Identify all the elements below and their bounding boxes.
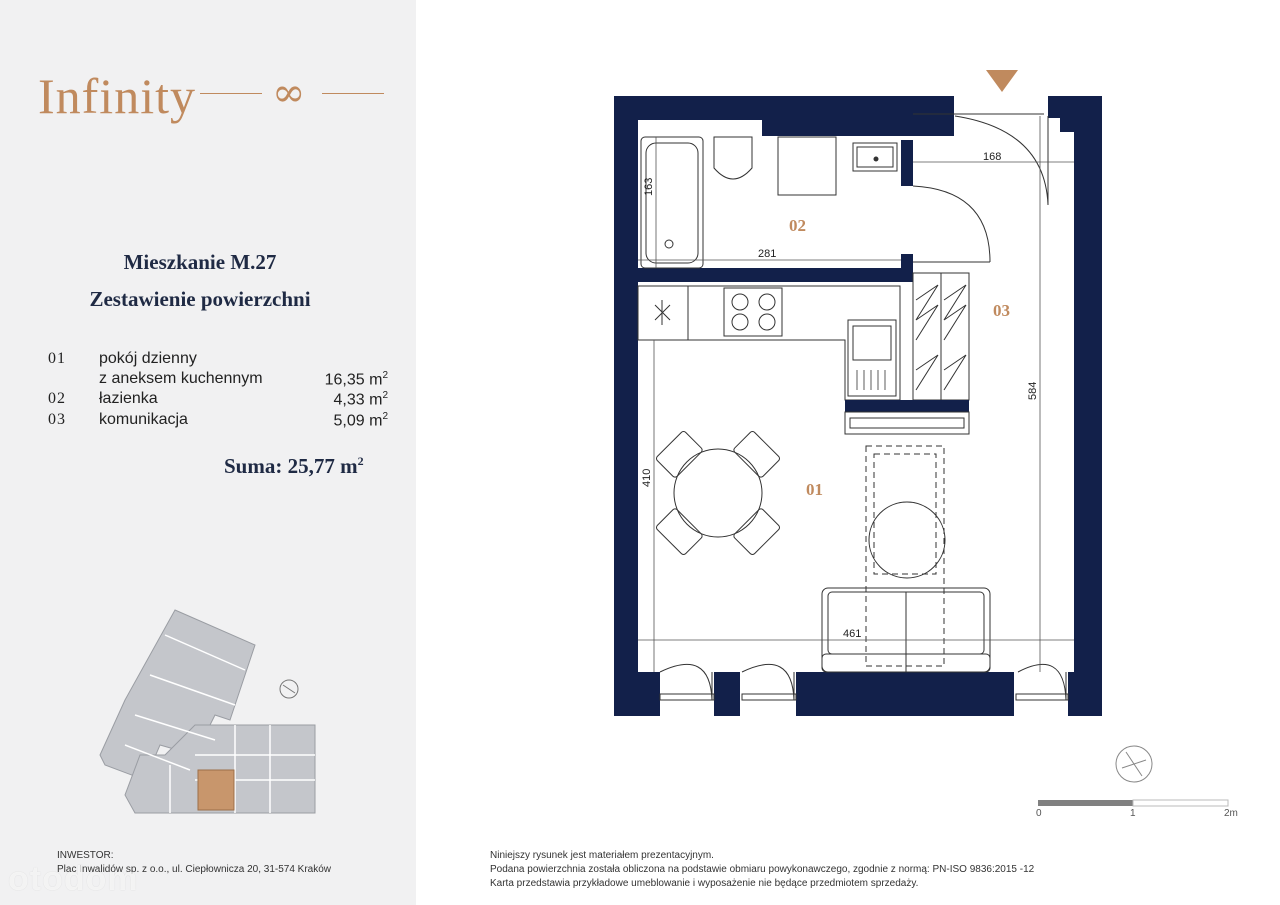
bathtub — [641, 137, 703, 268]
drain-icon — [665, 240, 673, 248]
disclaimer-line: Niniejszy rysunek jest materiałem prezentacyjnym. — [490, 850, 714, 861]
brand-logo: Infinity — [38, 68, 196, 124]
dimension-label: 163 — [643, 177, 655, 196]
kitchen-sink — [848, 320, 896, 396]
dining-table — [674, 449, 762, 537]
investor-address: Plac Inwalidów sp. z o.o., ul. Ciepłownicza 20, 31-574 Kraków — [57, 864, 332, 875]
investor-label: INWESTOR: — [57, 850, 114, 861]
room-name: pokój dzienny — [99, 350, 197, 367]
partition-wall — [845, 400, 969, 412]
room-number: 03 — [48, 411, 66, 428]
toilet — [714, 137, 752, 179]
infinity-icon: ∞ — [272, 70, 306, 116]
scale-tick: 0 — [1036, 808, 1042, 819]
apartment-subtitle: Zestawienie powierzchni — [89, 287, 311, 311]
compass-icon — [1116, 746, 1152, 782]
watermark: otodom — [8, 860, 139, 898]
tv-console — [845, 412, 969, 434]
wardrobe — [913, 273, 969, 400]
dining-set — [655, 430, 780, 555]
disclaimer — [490, 849, 1034, 891]
room-label-03: 03 — [993, 301, 1010, 320]
washing-machine — [778, 137, 836, 195]
room-name: łazienka — [99, 390, 158, 407]
cooktop — [724, 288, 782, 336]
room-area: 5,09 $m^2$ — [333, 411, 388, 430]
disclaimer-line: Karta przedstawia przykładowe umeblowanie i wyposażenie nie będące przedmiotem sprzedaży. — [490, 878, 919, 889]
room-label-02: 02 — [789, 216, 806, 235]
scale-tick: 1 — [1130, 808, 1136, 819]
dimension-label: 584 — [1027, 381, 1039, 400]
dimension-label: 461 — [843, 628, 862, 640]
room-number: 01 — [48, 350, 66, 367]
dimension-label: 168 — [983, 151, 1002, 163]
entrance-arrow-icon — [986, 70, 1018, 92]
apartment-title: Mieszkanie M.27 — [123, 250, 277, 274]
coffee-table — [869, 502, 945, 578]
scale-tick: 2m — [1224, 808, 1238, 819]
total-area: Suma: 25,77 $m^2$ — [224, 454, 364, 478]
fold-out-bed — [866, 446, 944, 666]
room-number: 02 — [48, 390, 66, 407]
dimension-label: 410 — [641, 468, 653, 487]
room-name: z aneksem kuchennym — [99, 370, 263, 387]
kitchen-counter — [638, 286, 900, 400]
bathroom-door — [913, 186, 990, 262]
scale-bar — [1038, 800, 1228, 806]
room-area: 16,35 $m^2$ — [324, 370, 388, 389]
room-name: komunikacja — [99, 411, 188, 428]
room-label-01: 01 — [806, 480, 823, 499]
disclaimer-line: Podana powierzchnia została obliczona na podstawie obmiaru powykonawczego, zgodnie z normą: PN-ISO 9836:2015 -12 — [490, 864, 1035, 875]
room-area: 4,33 $m^2$ — [333, 390, 388, 409]
kitchen — [638, 286, 900, 400]
dimension-label: 281 — [758, 248, 777, 260]
bathtub-basin — [646, 143, 698, 263]
fridge-icon — [655, 300, 670, 325]
